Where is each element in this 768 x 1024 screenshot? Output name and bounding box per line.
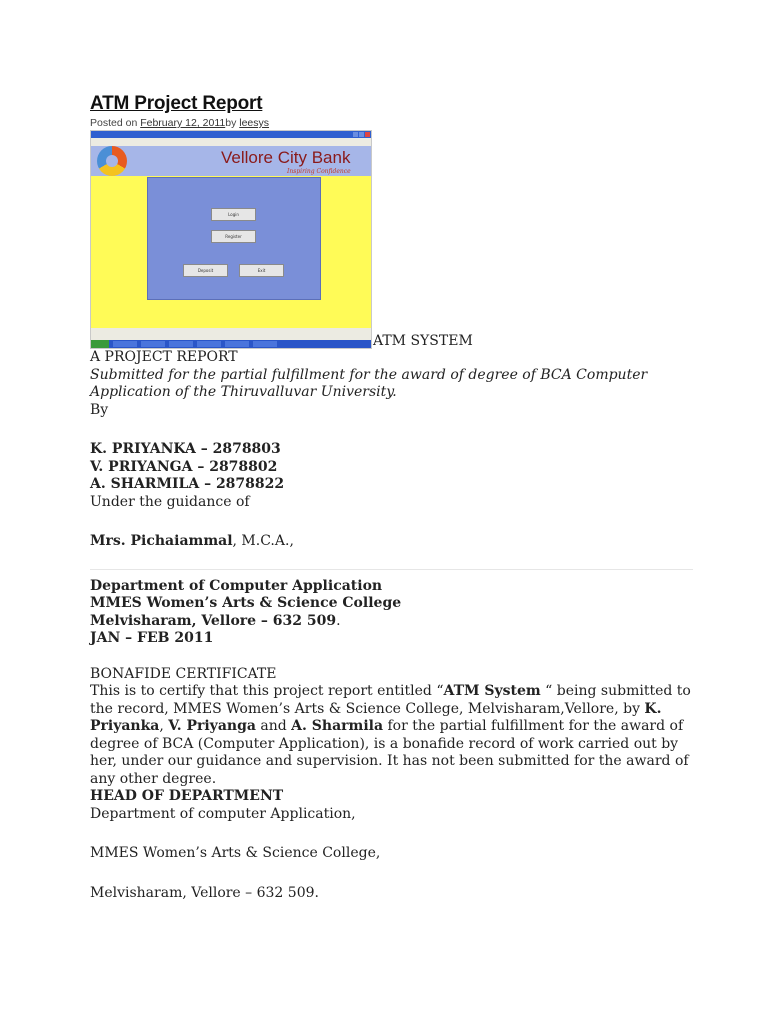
app-menubar xyxy=(91,138,371,146)
certificate-project-name: ATM System xyxy=(443,683,541,699)
college-place xyxy=(90,613,695,631)
certificate-text-1: This is to certify that this project report entitled “ xyxy=(90,683,444,699)
certificate-text-2: “ being submitted to the record, MMES Women’s Arts & Science College, Melvisharam,Vellore, by xyxy=(90,683,691,717)
by-label: by xyxy=(225,117,240,129)
guide-name: Mrs. Pichaiammal xyxy=(90,533,233,549)
certificate-text-3: for the partial fulfillment for the award of degree of BCA (Computer Application), is a bonafide record of work carried out by her, under our guidance and supervision. It has not been submitted for the award of any other degree. xyxy=(90,718,689,787)
hod-college: MMES Women’s Arts & Science College, xyxy=(90,845,381,861)
department-name: Department of Computer Application xyxy=(90,577,383,594)
screenshot-row xyxy=(90,130,695,349)
app-screenshot-image xyxy=(90,130,372,349)
taskbar-item xyxy=(225,341,249,347)
college-place-end: . xyxy=(336,612,341,629)
taskbar-item xyxy=(253,341,277,347)
student-2: V. PRIYANGA – 2878802 xyxy=(90,458,278,475)
taskbar-item xyxy=(113,341,137,347)
report-subtitle: A PROJECT REPORT xyxy=(90,349,238,365)
certificate-student-1: K. Priyanka xyxy=(90,700,662,734)
by-text: By xyxy=(90,401,109,418)
college-place-bold: Melvisharam, Vellore – 632 509 xyxy=(90,612,337,629)
maximize-icon xyxy=(359,132,364,137)
post-title[interactable]: ATM Project Report xyxy=(90,93,263,114)
college-name: MMES Women’s Arts & Science College xyxy=(90,595,402,611)
hod-heading: HEAD OF DEPARTMENT xyxy=(90,788,284,804)
submitted-for-text: Submitted for the partial fulfillment for the award of degree of BCA Computer Application of the Thiruvalluvar University. xyxy=(90,366,648,400)
hod-place: Melvisharam, Vellore – 632 509. xyxy=(90,884,319,901)
app-statusbar xyxy=(91,328,371,340)
start-button-icon xyxy=(91,340,109,348)
register-button: Register xyxy=(211,230,256,243)
certificate-student-2: V. Priyanga xyxy=(168,718,256,734)
exit-button: Exit xyxy=(239,264,284,277)
certificate-sep-1: , xyxy=(159,718,169,734)
certificate-student-3: A. Sharmila xyxy=(291,718,384,734)
student-3: A. SHARMILA – 2878822 xyxy=(90,476,285,492)
bank-banner xyxy=(91,146,371,176)
taskbar-item xyxy=(169,341,193,347)
posted-on-label: Posted on xyxy=(90,117,141,129)
login-button: Login xyxy=(211,208,256,221)
taskbar-item xyxy=(141,341,165,347)
author-link[interactable]: leesys xyxy=(239,117,270,129)
os-taskbar xyxy=(91,340,371,348)
certificate-sep-2: and xyxy=(255,718,292,734)
bank-name: Vellore City Bank xyxy=(221,148,351,167)
post-meta xyxy=(90,117,695,130)
certificate-body xyxy=(90,683,695,788)
blog-post xyxy=(90,93,695,902)
system-title: ATM SYSTEM xyxy=(373,333,473,349)
close-icon xyxy=(365,132,370,137)
hod-department: Department of computer Application, xyxy=(90,805,356,822)
app-main-panel xyxy=(147,177,321,300)
bank-logo-icon xyxy=(97,146,127,176)
window-titlebar xyxy=(91,131,371,138)
guide-degree: , M.C.A., xyxy=(232,533,294,549)
guide-line xyxy=(90,533,695,551)
certificate-heading: BONAFIDE CERTIFICATE xyxy=(90,665,277,682)
report-period: JAN – FEB 2011 xyxy=(90,630,214,646)
guidance-label: Under the guidance of xyxy=(90,493,250,510)
post-date-link[interactable]: February 12, 2011 xyxy=(140,117,226,129)
deposit-button: Deposit xyxy=(183,264,228,277)
taskbar-item xyxy=(197,341,221,347)
minimize-icon xyxy=(353,132,358,137)
bank-tagline: Inspiring Confidence xyxy=(287,168,351,175)
student-1: K. PRIYANKA – 2878803 xyxy=(90,441,281,457)
